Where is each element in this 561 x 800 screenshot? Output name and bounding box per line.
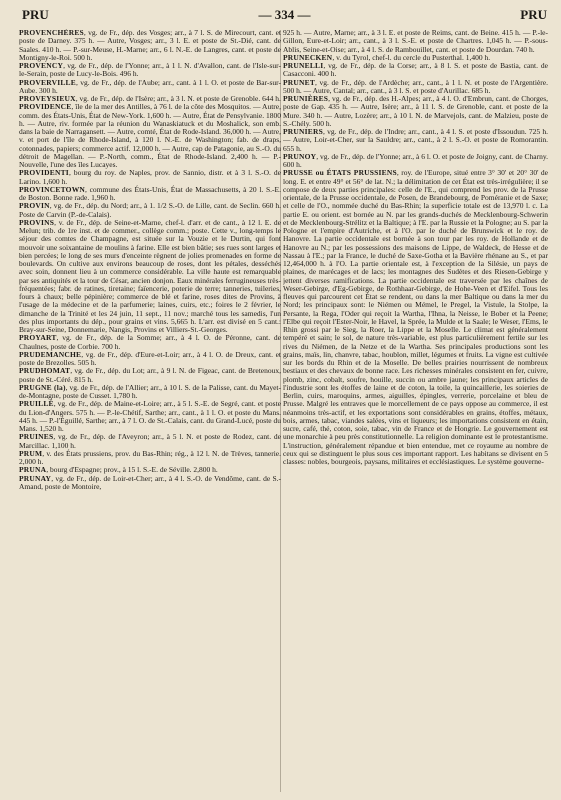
dictionary-entry [19, 79, 281, 96]
entry-text: , vg. de Fr., dép. d'Eure-et-Loir; arr., à 4 l. O. de Dreux, cant. et poste de Brezolles. 505 h. [19, 349, 281, 367]
dictionary-entry [19, 433, 281, 450]
entry-headword: PROVIN [19, 201, 50, 211]
dictionary-entry [283, 128, 548, 153]
entry-text: , vg. de Fr., dép. de l'Aveyron; arr., à 5 l. N. et poste de Rodez, cant. de Marcillac. 1,100 h. [19, 432, 281, 450]
entry-text: , vg. de Fr., dép. des H.-Alpes; arr., à 4 l. O. d'Embrun, cant. de Chorges, poste de Gap. 435 h. — Autre, Isère; arr., à 11 l. S. de Grenoble, cant. et poste de la Mure. 340 h. — Autre, Lozère; arr., à 10 l. N. de Marvejols, cant. de Malzieu, poste de S.-Chély. 500 h. [283, 94, 548, 128]
entry-headword: PRUGNE (la) [19, 382, 66, 392]
entry-headword: PRUNOY [283, 151, 317, 161]
entry-headword: PROYART [19, 333, 57, 343]
entry-text: , vg. de Fr., dép. de Loir-et-Cher; arr., à 4 l. S.-O. de Vendôme, cant. de S.-Amand, poste de Montoire, [19, 473, 281, 491]
dictionary-entry [283, 29, 548, 54]
entry-text: , vg. de Fr., dép. du Nord; arr., à 1. 1/2 S.-O. de Lille, cant. de Seclin. 660 h. Poste de Carvin (P.-de-Calais). [19, 201, 281, 219]
entry-text: , bourg d'Espagne; prov., à 15 l. S.-E. de Séville. 2,800 h. [46, 465, 218, 475]
entry-text: , v. des États prussiens, prov. du Bas-Rhin; rég., à 12 l. N. de Trèves, tannerie. 2,000 h. [19, 448, 281, 466]
header-right-running-head: PRU [520, 7, 547, 22]
entry-text: , vg. de Fr., dép. de l'Allier; arr., à 10 l. S. de la Palisse, cant. du Mayet-de-Montagne, poste de Cusset. 1,780 h. [19, 382, 281, 400]
entry-text: , v. de Fr., dép. de Seine-et-Marne, chef-l. d'arr. et de cant., à 12 l. E. de Melun; trib. de 1re inst. et de commer., collège comm.; poste. Cette v., long-temps le séjour des comtes de Champagne, est située sur la Vouzie et le Durtin, qui font mouvoir une soixantaine de moulins à farine. Elle est bien bâtie; ses rues sont larges et bien percées; le long de ses murs d'enceinte règnent de jolies promenades en forme de boulevards. On cultive aux environs beaucoup de roses, dont les pétales, desséchés avec soin, donnent lieu à un commerce considérable. La ville haute est remarquable par ses antiquités et la tour de César, ancien donjon. Eaux minérales ferrugineuses très-fréquentées; fabr. de ratines, tiretaine; faïencerie, poterie de terre; tanneries, tuileries, fours à chaux; belle pépinière; commerce de blé et farine, roses dites de Provins, à l'usage de la médecine et de la parfumerie; laines, cuirs, etc.; foires le 2 février, le dimanche de la Trinité et les 24 juin, 11 sept., 11 nov.; marché tous les samedis, l'un des plus importants du dép., pour grains et vins. 5,665 h. L'arr. est divisé en 5 cant.: Bray-sur-Seine, Donnemarie, Nangis, Provins et Villiers-St.-Georges. [19, 217, 281, 334]
entry-text: , bourg du roy. de Naples, prov. de Sannio, distr. et à 3 l. S.-O. de Larino. 1,600 h. [19, 168, 281, 186]
entry-text: , vg. de Fr., dép. de l'Ardèche; arr., cant., à 1 l. N. et poste de l'Argentière. 500 h. — Autre, Cantal; arr., cant., à 3 l. S. et poste d'Aurillac. 685 h. [283, 77, 548, 95]
dictionary-entry [283, 79, 548, 96]
left-column [19, 29, 281, 795]
entry-headword: PRUINES [19, 432, 54, 442]
entry-text: 925 h. — Autre, Marne; arr., à 3 l. E. et poste de Reims, cant. de Beine. 415 h. — P.-le-Gillon, Eure-et-Loir; arr., cant., à 3 l. S.-E. et poste de Chartres. 1,045 h. — P.-sous-Ablis, Seine-et-Oise; arr., à 4 l. S. de Rambouillet, cant. et poste de Dourdan. 740 h. [283, 29, 548, 54]
entry-headword: PROVERVILLE [19, 77, 76, 87]
entry-text: , commune des États-Unis, État de Massachusetts, à 20 l. S.-E. de Boston. Bonne rade. 1,960 h. [19, 184, 281, 202]
entry-text: , vg. de Fr., dép. du Lot; arr., à 9 l. N. de Figeac, cant. de Bretenoux, poste de St.-Céré. 815 h. [19, 366, 281, 384]
entry-headword: PROVIDENCE [19, 102, 72, 112]
dictionary-entry [19, 202, 281, 219]
entry-text: , vg. de Fr., dép. de l'Indre; arr., cant., à 4 l. S. et poste d'Issoudun. 725 h. — Autre, Loir-et-Cher, sur la Sauldre; arr., cant., à 2 l. S.-O. et poste de Romorantin. 655 h. [283, 127, 548, 153]
entry-text: , vg. de Fr., dép. de la Somme; arr., à 4 l. O. de Péronne, cant. de Chaulnes, poste de Corbie. 700 h. [19, 333, 281, 351]
entry-text: , île de la mer des Antilles, à 76 l. de la côte des Mosquitos. — Autre, comm. des États-Unis, État de New-York. 1,600 h. — Autre, État de Pensylvanie. 1800 h. — Autre, riv. formée par la réunion du Wanaskiatuck et du Moshalick, son emb. dans la baie de Narragansett. — Autre, comté, État de Rode-Island. 36,000 h. — Autre, v. et port de l'île de Rhode-Island, à 120 l. N.-E. de Washington; fab. de draps, cotonnades, papiers; commerce actif. 12,000 h. — Autre, cap de Patagonie, au S.-O. du détroit de Magellan. — P.-North, comm., État de Rhode-Island. 2,400 h. — P.-Nouvelle, l'une des îles Lucayes. [19, 102, 281, 169]
entry-headword: PRUDEMANCHE [19, 349, 82, 359]
entry-headword: PRUILLÉ [19, 399, 54, 409]
entry-headword: PROVINS [19, 217, 55, 227]
entry-text: , roy. de l'Europe, situé entre 3° 30' et 20° 30' de long. E. et entre 49° et 56° de lat. N.; la délimitation de cet État est très-irrégulière; il se compose de deux parties principales: celle de l'E., qui comprend les prov. de la Prusse orientale, de la Prusse occidentale, de Posen, de Brandebourg, de Poméranie et de Saxe; et celle de l'O., nommée duché du Bas-Rhin; la superficie totale est de 13,970 l. c. La partie E. ou orient. est bornée au N. par les grands-duchés de Mecklenbourg-Schwerin et de Mecklenbourg-Strélitz et la Baltique; à l'E. par la Russie et la Pologne; au S. par la Pologne et l'empire d'Autriche, et à l'O. par le duché de Brunswick et le roy. de Hanovre. La partie occidentale est bornée à son tour par les roy. de Hollande et de Hanovre au N.; par les possessions des maisons de Lippe, de Waldeck, de Hesse et de Nassau à l'E.; par la France, le duché de Saxe-Gotha et la Bavière rhénane au S., et par 12,464,000 h. à l'O. La partie orientale est, à l'exception de la Silésie, un pays de plaines, de marécages et de lacs; les montagnes des Sudètes et des Riesen-Gebirge y jettent diverses ramifications. La partie occidentale est traversée par les chaînes de Weser-Gebirge, d'Eg-Gebirge, de Rothhaar-Gebirge, de Hohe-Veen et d'Eifel. Tous les fleuves qui parcourent cet État se rendent, ou dans la mer Baltique ou dans la mer du Nord; les principaux sont: le Niémen ou Mémel, le Pregel, la Vistule, la Stolpe, la Persante, la Rega, l'Oder qui reçoit la Wartha, l'Ihna, la Neisse, le Bober et la Peene; l'Elbe qui reçoit l'Ester-Noir, le Havel, la Sprée, la Mulde et la Saale; le Weser, l'Ems, le Rhin grossi par le Sieg, la Roer, la Lippe et la Moselle. Le climat est généralement tempéré et sain; le sol, de nature très-variable, est plus particulièrement fertile sur les rives du Niémen, de la Netze et de la Wartha. Ses principales productions sont les grains, maïs, lin, chanvre, tabac, houblon, millet, légumes et fruits. La vigne est cultivée sur les bords du Rhin et de la Moselle. De belles prairies nourrissent de nombreux bestiaux et des chevaux de bonne race. Les richesses minérales consistent en fer, cuivre, plomb, zinc, cobalt, soufre, houille, succin ou ambre jaune; les principaux articles de l'industrie sont les étoffes de laine et de coton, la toile, la quincaillerie, les soieries de Berlin, cuirs, maroquins, armes, aiguilles, épingles, verrerie, porcelaine et bleu de Prusse. Malgré les entraves que le morcellement de ce pays oppose au commerce, il est néanmoins très-actif, et les exportations sont considérables en grains, étoffes, métaux, bois, armes, tabac, viandes salées, vins et liqueurs; les importations consistent en étain, sucre, café, thé, coton, soie, tabac, vin de France et de Hongrie. Le gouvernement est une monarchie à peu près constitutionnelle. La religion dominante est le protestantisme. L'instruction, généralement répandue et bien entendue, met ce royaume au nombre de ceux qui se distinguent le plus sous ces important rapport. Les habitans se divisent en 5 classes: nobles, bourgeois, paysans, militaires et ecclésiastiques. Le système gouverne- [283, 168, 548, 466]
dictionary-entry [19, 351, 281, 368]
entry-headword: PRUNELLI [283, 61, 324, 70]
entry-headword: PRUNIÈRES [283, 94, 329, 103]
entry-text: , vg. de Fr., dép. de Maine-et-Loire; arr., à 5 l. S.-E. de Segré, cant. et poste du Lion-d'Angers. 575 h. — P.-le-Chétif, Sarthe; arr., cant., à 1 l. O. et poste du Mans. 445 h. — P.-l'Éguillé, Sarthe; arr., à 7 l. O. de St.-Calais, cant. du Grand-Lucé, poste du Mans. 1,520 h. [19, 399, 281, 433]
dictionary-entry [19, 384, 281, 401]
entry-headword: PRUSSE ou ÉTATS PRUSSIENS [283, 168, 397, 178]
entry-headword: PROVEYSIEUX [19, 94, 76, 103]
dictionary-entry [19, 186, 281, 203]
entry-text: , vg. de Fr., dép. de l'Yonne; arr., à 6 l. O. et poste de Joigny, cant. de Charny. 600 h. [283, 151, 548, 169]
entry-headword: PROVINCETOWN [19, 184, 86, 194]
dictionary-entry [19, 334, 281, 351]
entry-text: , vg. de Fr., dép. des Vosges; arr., à 7 l. S. de Mirecourt, cant. et poste de Darney. 375 h. — Autre, Vosges; arr., 3 l. E. et poste de St.-Dié, cant. de Saales. 410 h. — P.-sur-Meuse, H.-Marne; arr., 6 l. N.-E. de Langres, cant. et poste de Montigny-le-Roi. 500 h. [19, 29, 281, 62]
right-column [283, 29, 548, 795]
page-number: — 334 — [258, 7, 311, 22]
dictionary-entry [19, 29, 281, 62]
entry-headword: PRUNAY [19, 473, 52, 483]
entry-headword: PRUDHOMAT [19, 366, 71, 376]
dictionary-entry [19, 450, 281, 467]
entry-headword: PRUNA [19, 465, 47, 475]
entry-text: , v. du Tyrol, chef-l. du cercle du Pusterthal. 1,400 h. [332, 52, 491, 62]
dictionary-entry [283, 153, 548, 170]
page-header [22, 7, 547, 27]
dictionary-entry [19, 169, 281, 186]
entry-text: , vg. de Fr., dép. de l'Aube; arr., cant. à 1 l. O. et poste de Bar-sur-Aube. 300 h. [19, 77, 281, 95]
dictionary-entry [19, 367, 281, 384]
dictionary-entry [283, 169, 548, 466]
entry-text: , vg. de Fr., dép. de l'Yonne; arr., à 1 l. N. d'Avallon, cant. de l'Isle-sur-le-Serain, poste de Lucy-le-Bois. 496 h. [19, 61, 281, 79]
header-left-running-head: PRU [22, 7, 49, 22]
dictionary-entry [19, 475, 281, 492]
dictionary-entry [283, 95, 548, 128]
entry-headword: PRUM [19, 448, 43, 458]
entry-headword: PRUNIERS [283, 127, 323, 136]
entry-text: , vg. de Fr., dép. de l'Isère; arr., à 3 l. N. et poste de Grenoble. 644 h. [75, 94, 281, 103]
entry-headword: PROVENCY [19, 61, 64, 70]
entry-headword: PRUNECKEN [283, 52, 333, 62]
entry-headword: PROVIDENTI [19, 168, 69, 178]
entry-headword: PROVENCHÈRES [19, 29, 84, 37]
dictionary-entry [19, 62, 281, 79]
dictionary-entry [283, 62, 548, 79]
entry-text: , vg. de Fr., dép. de la Corse; arr., à 8 l. S. et poste de Bastia, cant. de Casacconi. 400 h. [283, 61, 548, 79]
dictionary-entry [19, 103, 281, 169]
dictionary-entry [19, 219, 281, 335]
dictionary-entry [19, 400, 281, 433]
entry-headword: PRUNET [283, 77, 316, 87]
